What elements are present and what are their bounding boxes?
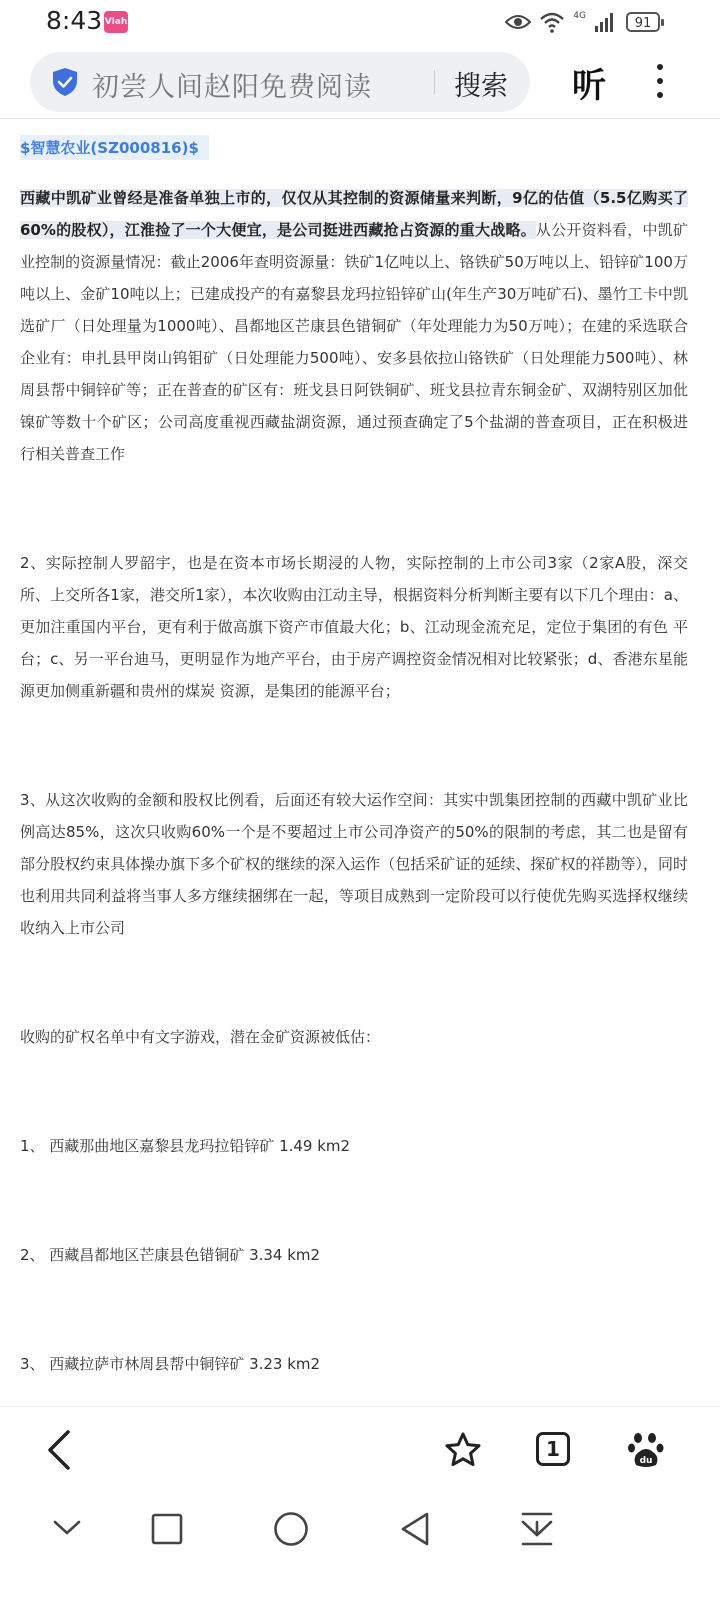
more-menu-icon[interactable]: [652, 62, 668, 100]
status-icons: [505, 9, 616, 35]
signal-icon: [594, 11, 616, 33]
system-nav-bar: [0, 1492, 720, 1600]
status-bar: [0, 0, 720, 46]
shield-check-icon: [52, 67, 78, 97]
tab-count: 1: [546, 1437, 560, 1461]
back-arrow-icon[interactable]: [44, 1429, 74, 1471]
chevron-down-icon[interactable]: [52, 1518, 82, 1538]
back-triangle-icon[interactable]: [398, 1510, 432, 1548]
header-divider: [0, 118, 720, 119]
battery-level: 91: [634, 16, 652, 31]
list-item: 3、 西藏拉萨市林周县帮中铜锌矿 3.23 km2: [20, 1355, 321, 1373]
baidu-paw-icon[interactable]: [628, 1431, 664, 1469]
paragraph-1-text: 从公开资料看，中凯矿业控制的资源量情况：截止2006年查明资源量：铁矿1亿吨以上、铬铁矿50万吨以上、铅锌矿100万吨以上、金矿10吨以上；已建成投产的有嘉黎县龙玛拉铅锌矿山(年生产30万吨矿石)、墨竹工卡中凯选矿厂（日处理量为1000吨）、昌都地区芒康县色错铜矿（年处理能力为50万吨）；在建的采选联合企业有：申扎县甲岗山钨钼矿（日处理能力500吨）、安多县依拉山铬铁矿（日处理能力500吨）、林周县帮中铜锌矿等；正在普查的矿区有：班戈县日阿铁铜矿、班戈县拉青东铜金矿、双湖特别区加仳镍矿等数十个矿区；公司高度重视西藏盐湖资源，通过预查确定了5个盐湖的普查项目，正在积极进行相关普查工作: [20, 221, 688, 463]
search-bar[interactable]: [30, 52, 530, 112]
list-item: 2、 西藏昌都地区芒康县色错铜矿 3.34 km2: [20, 1246, 321, 1264]
home-circle-icon[interactable]: [272, 1510, 310, 1548]
paragraph-1: [20, 182, 688, 470]
highlighted-text: 西藏中凯矿业曾经是准备单独上市的，仅仅从其控制的资源储量来判断，9亿的估值（5.5亿购买了60%的股权），江淮捡了一个大便宜，是公司挺进西藏抢占资源的重大战略。: [20, 189, 688, 239]
star-bookmark-icon[interactable]: [444, 1431, 482, 1469]
paragraph-2: 2、实际控制人罗韶宇，也是在资本市场长期浸的人物，实际控制的上市公司3家（2家A股，深交所、上交所各1家，港交所1家），本次收购由江动主导，根据资料分析判断主要有以下几个理由：a、更加注重国内平台，更有利于做高旗下资产市值最大化；b、江动现金流充足，定位于集团的有色 平台；c、另一平台迪马，更明显作为地产平台，由于房产调控资金情况相对比较紧张；d、香港东星能源更加侧重新疆和贵州的煤炭 资源，是集团的能源平台；: [20, 554, 688, 700]
search-query-text[interactable]: 初尝人间赵阳免费阅读: [92, 72, 372, 103]
article-content: [20, 132, 688, 1380]
stock-tag-link[interactable]: $智慧农业(SZ000816)$: [20, 135, 209, 160]
listen-button[interactable]: 听: [572, 66, 606, 106]
eye-icon: [505, 13, 531, 31]
list-item: 1、 西藏那曲地区嘉黎县龙玛拉铅锌矿 1.49 km2: [20, 1137, 351, 1155]
recent-apps-icon[interactable]: [150, 1512, 184, 1546]
paragraph-3: 3、从这次收购的金额和股权比例看，后面还有较大运作空间：其实中凯集团控制的西藏中凯矿业比例高达85%，这次只收购60%一个是不要超过上市公司净资产的50%的限制的考虑，其二也是留有部分股权约束具体操办旗下多个矿权的继续的深入运作（包括采矿证的延续、探矿权的祥勘等），同时也利用共同利益将当事人多方继续捆绑在一起，等项目成熟到一定阶段可以行使优先购买选择权继续收纳入上市公司: [20, 791, 688, 937]
network-type-label: 4G: [573, 11, 586, 21]
paragraph-4: 收购的矿权名单中有文字游戏，潜在金矿资源被低估：: [20, 1028, 381, 1046]
browser-toolbar: [0, 1406, 720, 1493]
search-divider: [434, 70, 435, 94]
wifi-icon: [539, 11, 565, 33]
svg-text:du: du: [639, 1456, 653, 1466]
tabs-button[interactable]: [536, 1432, 570, 1466]
status-time: 8:43: [46, 6, 103, 35]
search-button[interactable]: 搜索: [454, 71, 508, 102]
battery-icon: [626, 12, 660, 32]
download-bar-icon[interactable]: [520, 1510, 554, 1548]
app-notification-icon: Vlah: [104, 11, 128, 33]
